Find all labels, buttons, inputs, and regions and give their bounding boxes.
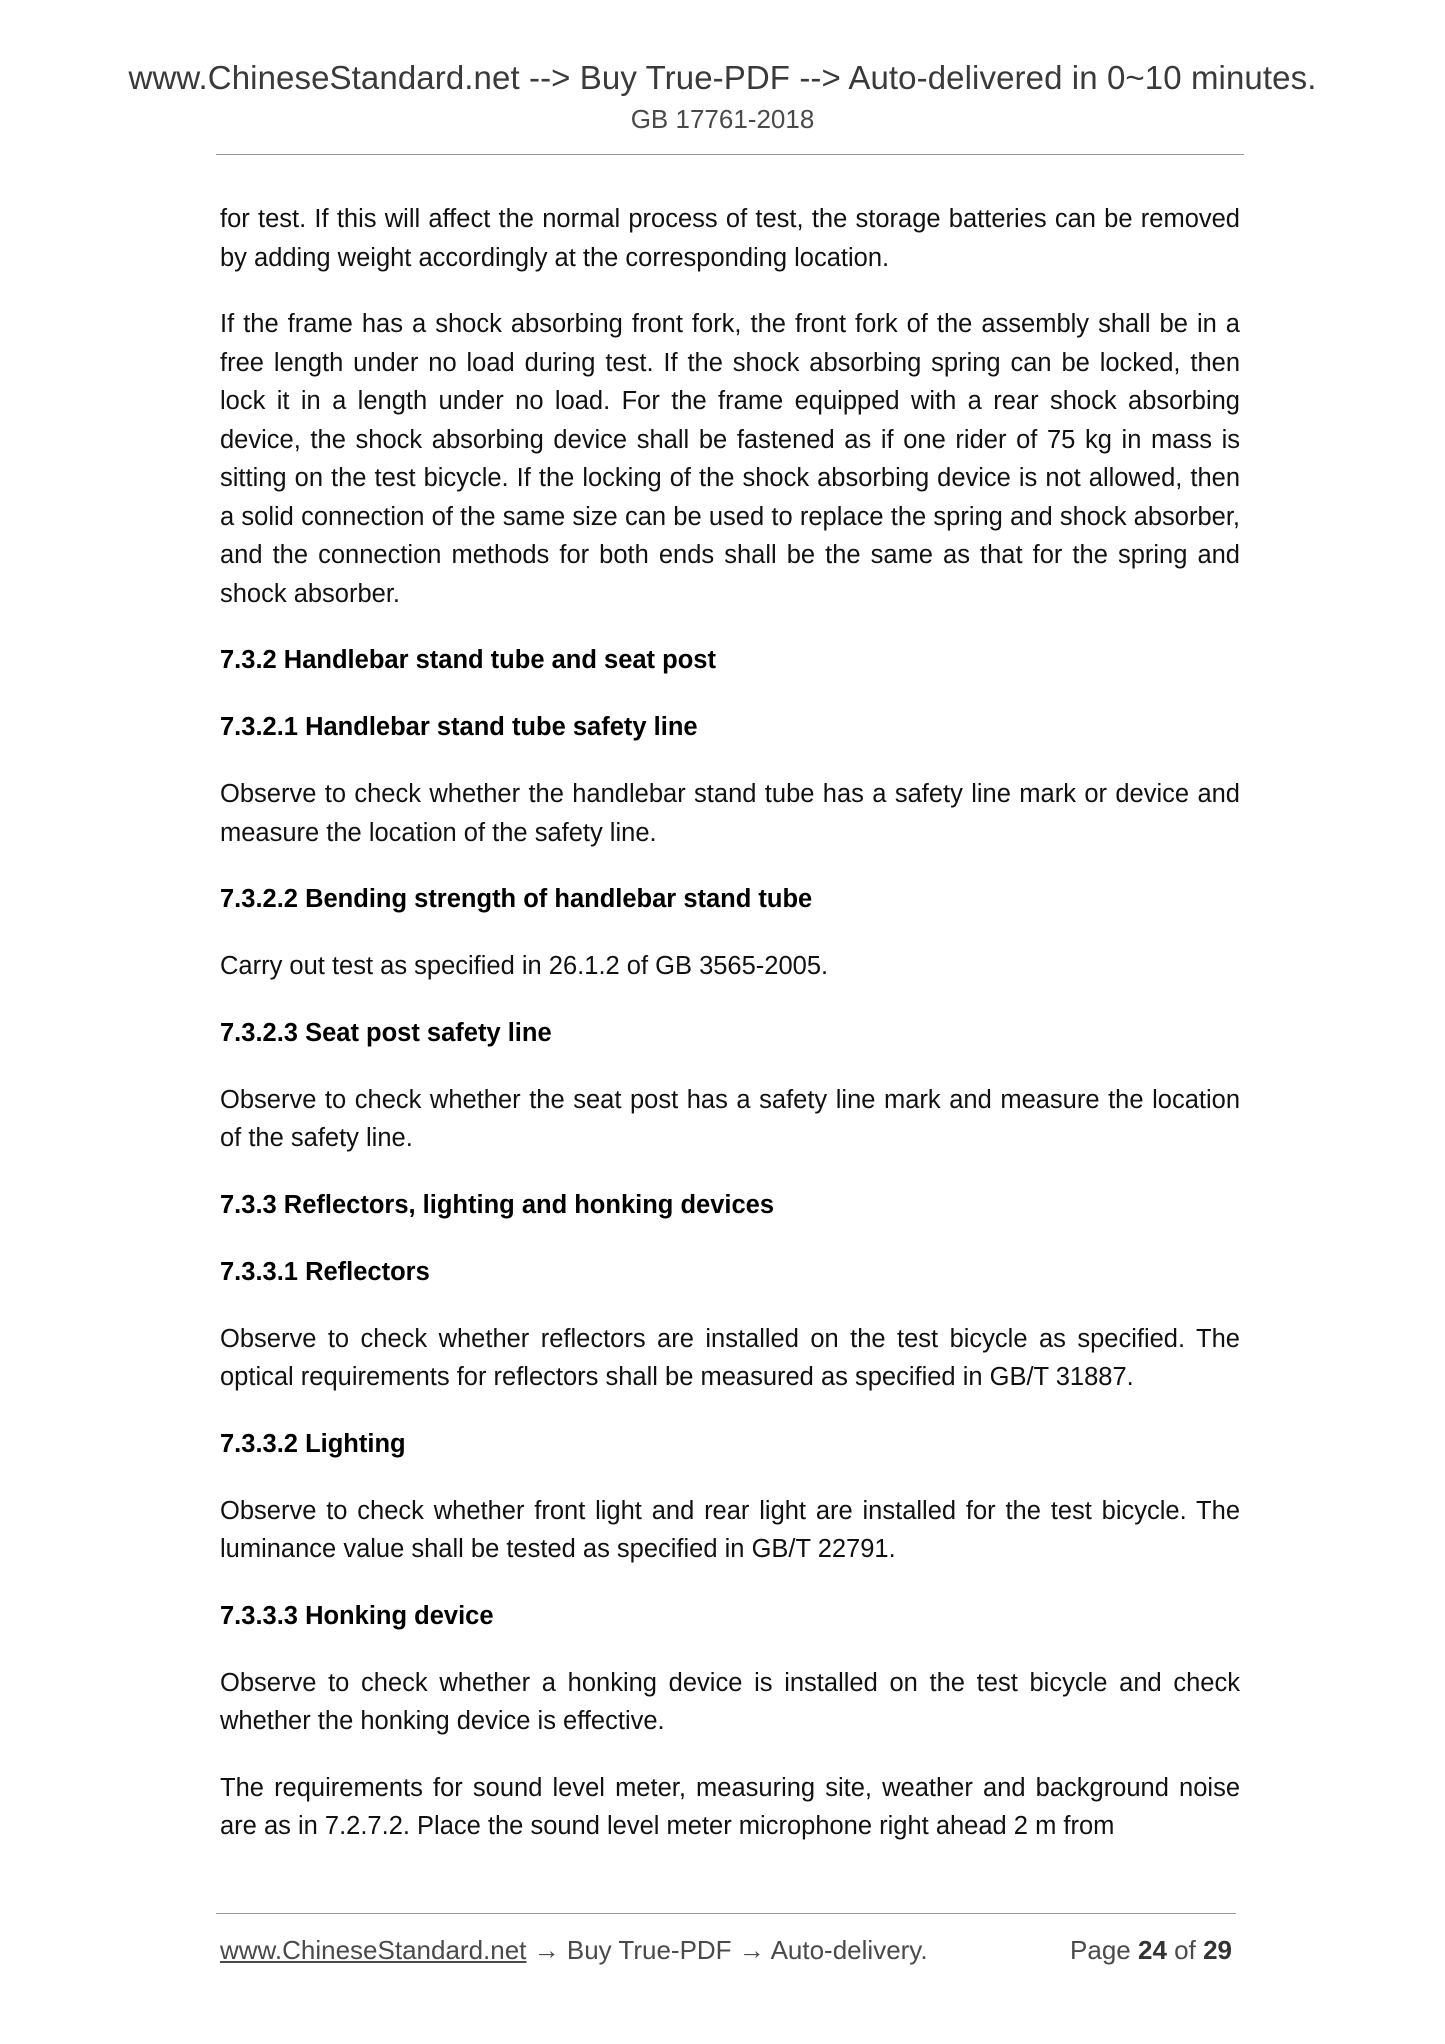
of-label: of [1174,1935,1196,1965]
heading-7-3-2: 7.3.2 Handlebar stand tube and seat post [220,646,716,674]
heading-7-3-2-2: 7.3.2.2 Bending strength of handlebar stand tube [220,885,813,913]
heading-7-3-3-1: 7.3.3.1 Reflectors [220,1257,430,1286]
footer-divider [216,1913,1236,1914]
heading-7-3-2-3: 7.3.2.3 Seat post safety line [220,1018,552,1047]
footer-left [220,1930,928,1970]
paragraph-lighting: Observe to check whether front light and rear light are installed for the test bicycle. The luminance value shall be tested as specified in GB/T 22791. [220,1496,1240,1563]
document-body [220,200,1240,1874]
heading-7-3-3: 7.3.3 Reflectors, lighting and honking devices [220,1190,775,1219]
page-current: 24 [1138,1935,1167,1965]
header-banner: www.ChineseStandard.net --> Buy True-PDF --> Auto-delivered in 0~10 minutes. [128,59,1317,96]
page-label: Page [1070,1935,1131,1965]
standard-number: GB 17761-2018 [630,104,815,134]
paragraph-shock-absorber: If the frame has a shock absorbing front fork, the front fork of the assembly shall be in a free length under no load during test. If the shock absorbing spring can be locked, then lock it in a length under no load. For the frame equipped with a rear shock absorbing device, the shock absorbing device shall be fastened as if one rider of 75 kg in mass is sitting on the test bicycle. If the locking of the shock absorbing device is not allowed, then a solid connection of the same size can be used to replace the spring and shock absorber, and the connection methods for both ends shall be the same as that for the spring and shock absorber. [220,310,1240,608]
paragraph-sound-level: The requirements for sound level meter, measuring site, weather and background noise are as in 7.2.7.2. Place the sound level meter microphone right ahead 2 m from [220,1773,1240,1840]
paragraph-battery-removal: for test. If this will affect the normal process of test, the storage batteries can be removed by adding weight accordingly at the corresponding location. [220,205,1240,272]
heading-7-3-2-1: 7.3.2.1 Handlebar stand tube safety line [220,713,698,741]
page-number [1070,1930,1232,1970]
footer-tagline: → Buy True-PDF → Auto-delivery. [526,1935,928,1965]
page-footer [220,1930,1232,1970]
heading-7-3-3-2: 7.3.3.2 Lighting [220,1429,406,1458]
heading-7-3-3-3: 7.3.3.3 Honking device [220,1601,494,1630]
paragraph-honking-device: Observe to check whether a honking device is installed on the test bicycle and check whether the honking device is effective. [220,1668,1240,1735]
footer-site-link[interactable]: www.ChineseStandard.net [220,1935,527,1965]
paragraph-seat-post-safety-line: Observe to check whether the seat post has a safety line mark and measure the location of the safety line. [220,1085,1240,1152]
page-header [0,56,1445,136]
page-total: 29 [1203,1935,1232,1965]
paragraph-reflectors: Observe to check whether reflectors are installed on the test bicycle as specified. The optical requirements for reflectors shall be measured as specified in GB/T 31887. [220,1324,1240,1391]
header-divider [216,154,1244,155]
paragraph-bending-strength: Carry out test as specified in 26.1.2 of GB 3565-2005. [220,952,829,980]
paragraph-handlebar-safety-line: Observe to check whether the handlebar stand tube has a safety line mark or device and measure the location of the safety line. [220,780,1240,847]
